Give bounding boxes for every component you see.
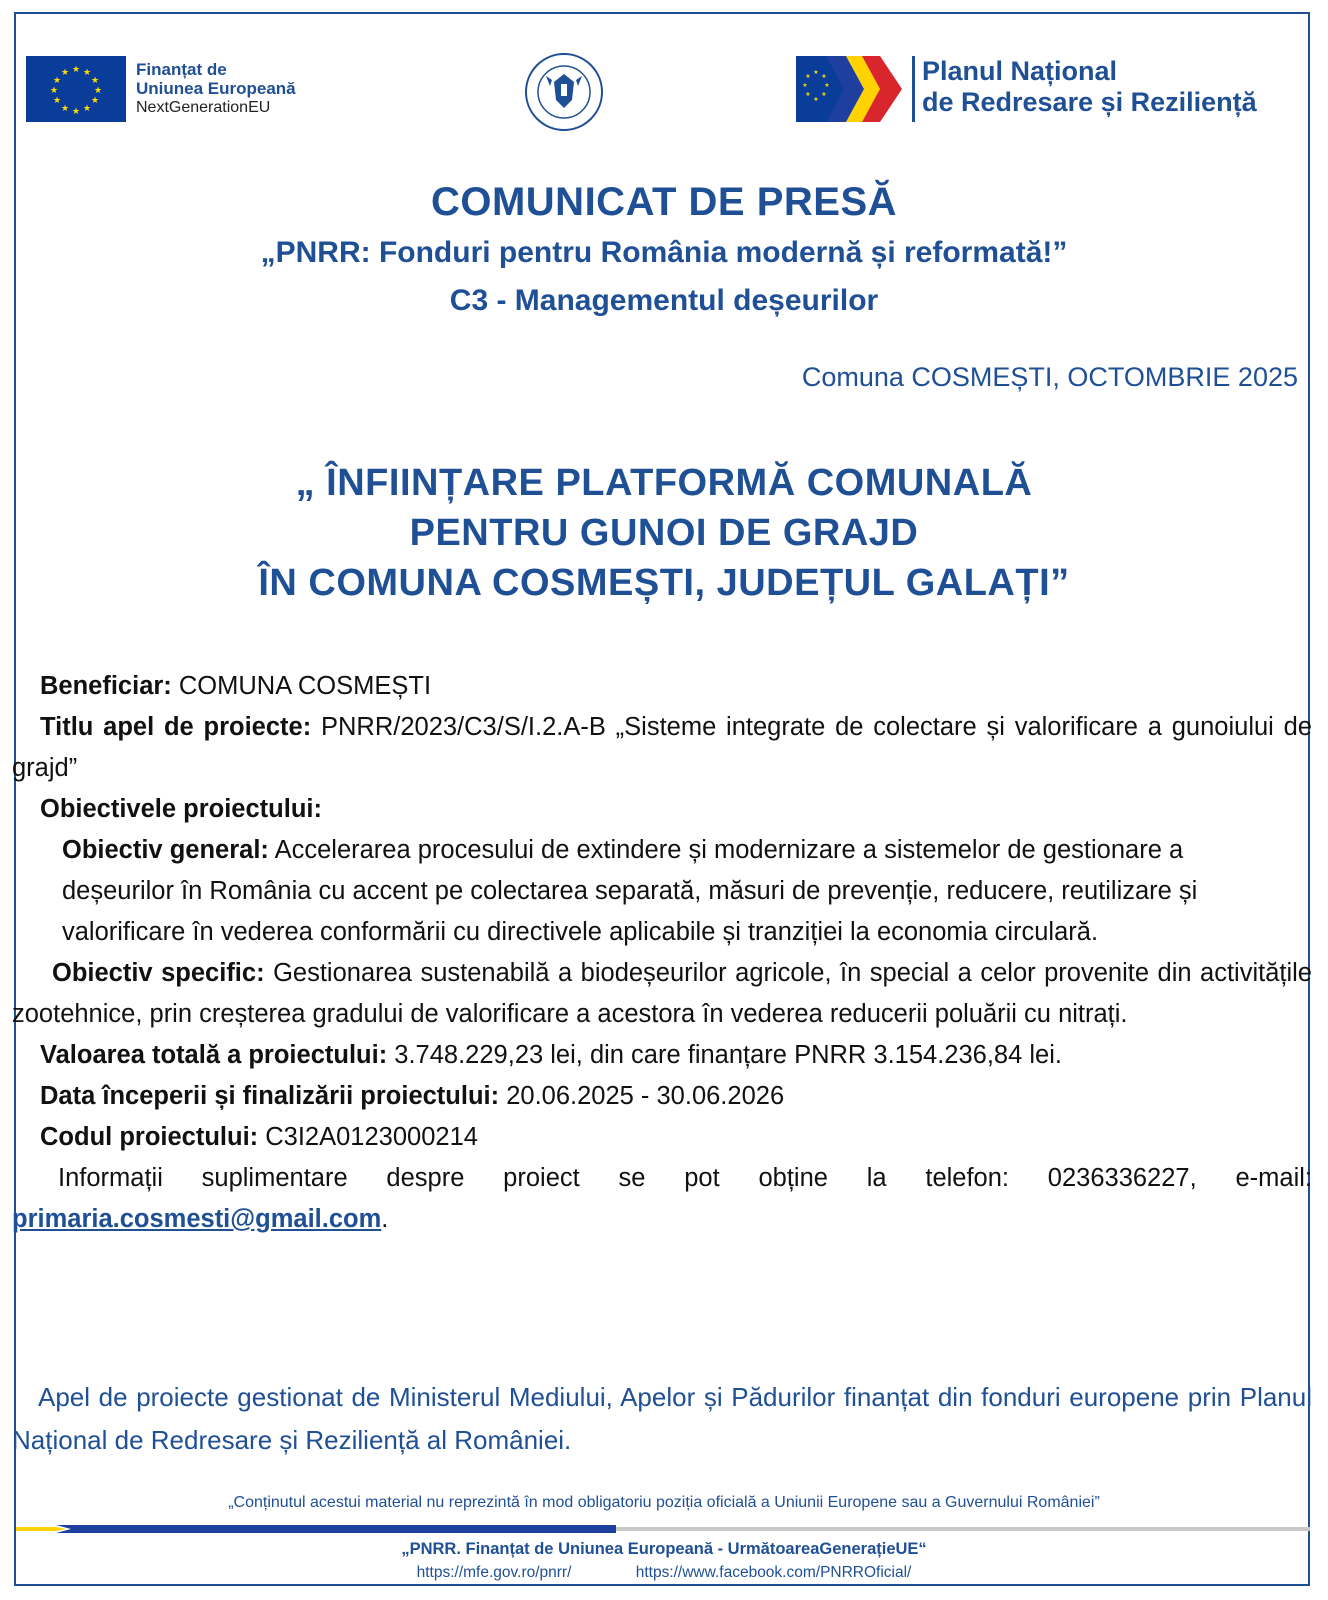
email-end: . <box>381 1205 389 1233</box>
cod-label: Codul proiectului: <box>40 1123 259 1151</box>
data-value: 20.06.2025 - 30.06.2026 <box>499 1082 785 1110</box>
svg-text:★: ★ <box>805 73 811 80</box>
footer-title: „PNRR. Finanțat de Uniunea Europeană - UrmătoareaGenerațieUE“ <box>401 1540 927 1558</box>
svg-text:★: ★ <box>71 65 81 75</box>
valoare-value: 3.748.229,23 lei, din care finanțare PNRR 3.154.236,84 lei. <box>387 1041 1062 1069</box>
obiectiv-general-label: Obiectiv general: <box>62 836 269 864</box>
obiectiv-specific-label: Obiectiv specific: <box>52 959 265 987</box>
data-row <box>12 1076 1312 1117</box>
valoare-label: Valoarea totală a proiectului: <box>40 1041 388 1069</box>
svg-text:★: ★ <box>93 86 103 96</box>
obiectiv-general-value: Accelerarea procesului de extindere și modernizare a sistemelor de gestionare a deșeurilor în România cu accent pe colectarea separată, măsuri de prevenție, reducere, reutilizare și valorificare în vederea conformării cu directivele aplicabile și tranziției la economia circulară. <box>62 836 1198 946</box>
svg-text:★: ★ <box>60 104 70 114</box>
obiectiv-specific-value: Gestionarea sustenabilă a biodeșeurilor agricole, în special a celor provenite din activitățile zootehnice, prin creșterea gradului de valorificare a acestora în vederea reducerii poluării cu nitrați. <box>12 959 1312 1028</box>
pnrr-logo-icon <box>796 56 908 122</box>
eu-flag-icon <box>26 56 126 122</box>
location-date: Comuna COSMEȘTI, OCTOMBRIE 2025 <box>801 362 1298 392</box>
obiectiv-general-row <box>12 830 1312 953</box>
valoare-row <box>12 1035 1312 1076</box>
project-title-line1: „ ÎNFIINȚARE PLATFORMĂ COMUNALĂ <box>295 462 1033 504</box>
beneficiar-row <box>12 666 1312 707</box>
project-title <box>0 458 1328 608</box>
svg-text:★: ★ <box>52 96 62 106</box>
subtitle-component: C3 - Managementul deșeurilor <box>449 284 879 317</box>
eu-line1: Finanțat de <box>136 60 227 79</box>
disclaimer-text: „Conținutul acestui material nu reprezintă în mod obligatoriu poziția oficială a Uniunii Europene sau a Guvernului României” <box>228 1494 1100 1511</box>
eu-funding-text <box>136 60 296 117</box>
titlu-value: PNRR/2023/C3/S/I.2.A-B „Sisteme integrate de colectare și valorificare a gunoiului de grajd” <box>12 713 1312 782</box>
info-row <box>12 1158 1312 1240</box>
svg-text:★: ★ <box>805 91 811 98</box>
svg-text:★: ★ <box>60 68 70 78</box>
footer-bar <box>16 1520 1310 1528</box>
svg-text:★: ★ <box>821 91 827 98</box>
project-details <box>12 666 1312 1240</box>
beneficiar-label: Beneficiar: <box>40 672 172 700</box>
svg-text:★: ★ <box>813 69 819 76</box>
svg-text:★: ★ <box>802 82 808 89</box>
obiective-row <box>12 789 1312 830</box>
svg-text:★: ★ <box>90 76 100 86</box>
government-seal-icon <box>524 52 604 132</box>
footer-links <box>0 1564 1328 1582</box>
svg-text:★: ★ <box>813 96 819 103</box>
footer-link-mfe[interactable]: https://mfe.gov.ro/pnrr/ <box>416 1564 572 1581</box>
press-release-title: COMUNICAT DE PRESĂ <box>430 180 898 224</box>
svg-text:★: ★ <box>82 104 92 114</box>
titlu-label: Titlu apel de proiecte: <box>40 713 312 741</box>
closing-statement <box>12 1376 1312 1462</box>
pnrr-line2: de Redresare și Reziliență <box>922 87 1257 117</box>
footer-link-facebook[interactable]: https://www.facebook.com/PNRROficial/ <box>635 1564 912 1581</box>
email-link[interactable]: primaria.cosmesti@gmail.com <box>12 1205 382 1233</box>
obiective-label: Obiectivele proiectului: <box>40 795 322 823</box>
svg-text:★: ★ <box>821 73 827 80</box>
svg-text:★: ★ <box>71 107 81 117</box>
obiectiv-specific-row <box>12 953 1312 1035</box>
eu-line3: NextGenerationEU <box>136 99 271 116</box>
titlu-row <box>12 707 1312 789</box>
beneficiar-value: COMUNA COSMEȘTI <box>171 672 432 700</box>
cod-value: C3I2A0123000214 <box>258 1123 478 1151</box>
closing-text: Apel de proiecte gestionat de Ministerul Mediului, Apelor și Pădurilor finanțat din fonduri europene prin Planul Național de Redresare și Reziliență al României. <box>12 1382 1312 1455</box>
eu-line2: Uniunea Europeană <box>136 79 296 98</box>
svg-text:★: ★ <box>90 96 100 106</box>
svg-text:★: ★ <box>82 68 92 78</box>
svg-text:★: ★ <box>49 86 59 96</box>
pnrr-line1: Planul Național <box>922 56 1118 86</box>
data-label: Data începerii și finalizării proiectului: <box>40 1082 500 1110</box>
info-text: Informații suplimentare despre proiect se pot obține la telefon: 0236336227, e-mail: <box>58 1164 1312 1192</box>
pnrr-title <box>922 56 1257 118</box>
project-title-line2: PENTRU GUNOI DE GRAJD <box>409 512 919 554</box>
svg-text:★: ★ <box>824 82 830 89</box>
subtitle-slogan: „PNRR: Fonduri pentru România modernă și reformată!” <box>260 236 1068 269</box>
cod-row <box>12 1117 1312 1158</box>
header-divider <box>912 56 915 122</box>
project-title-line3: ÎN COMUNA COSMEȘTI, JUDEȚUL GALAȚI” <box>258 562 1070 604</box>
svg-text:★: ★ <box>52 76 62 86</box>
